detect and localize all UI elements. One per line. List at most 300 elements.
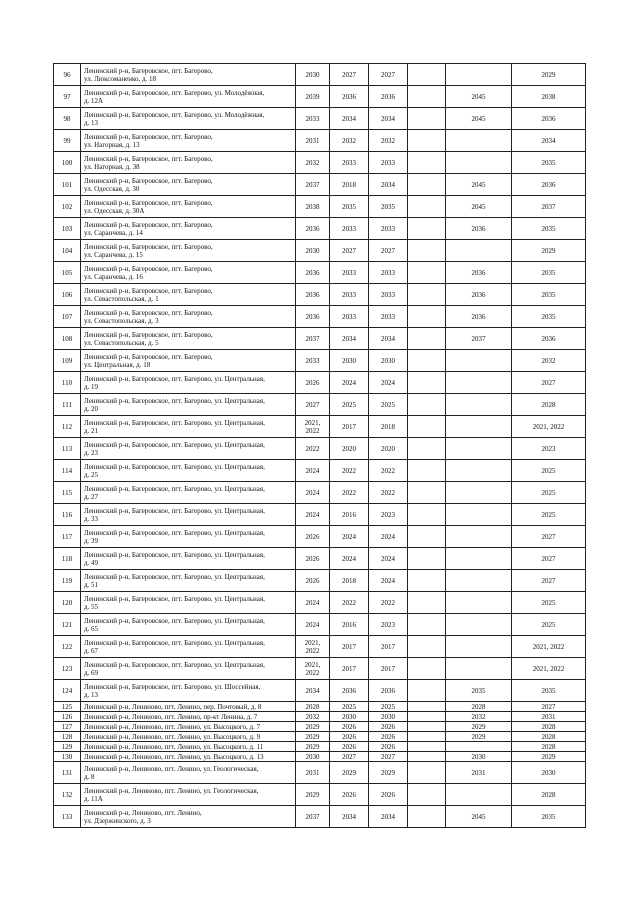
- year-cell-5: [446, 526, 512, 548]
- year-cell-4: [408, 218, 446, 240]
- address-line: д. 23: [84, 448, 99, 457]
- year-cell-5: 2030: [446, 752, 512, 762]
- year-cell-2: 2026: [330, 722, 369, 732]
- year-cell-2: 2033: [330, 284, 369, 306]
- year-cell-5: [446, 350, 512, 372]
- table-row: [54, 482, 586, 504]
- year-cell-2: 2034: [330, 108, 369, 130]
- year-cell-4: [408, 108, 446, 130]
- year-cell-3: 2036: [369, 86, 408, 108]
- table-row: [54, 762, 586, 784]
- address-line: д. 21: [84, 426, 99, 435]
- year-cell-5: [446, 658, 512, 680]
- row-number: 133: [54, 806, 81, 828]
- year-cell-1: 2036: [296, 284, 330, 306]
- year-cell-6: 2036: [512, 108, 586, 130]
- address-cell: [81, 86, 296, 108]
- year-cell-6: 2027: [512, 702, 586, 712]
- year-cell-3: 2024: [369, 526, 408, 548]
- address-cell: [81, 548, 296, 570]
- address-cell: [81, 284, 296, 306]
- address-line: Ленинский р-н, Багеровское, пгт. Багерово,: [84, 176, 213, 185]
- address-line: д. 27: [84, 492, 99, 501]
- year-cell-4: [408, 460, 446, 482]
- table-row: [54, 218, 586, 240]
- address-line: Ленинский р-н, Багеровское, пгт. Багерово,: [84, 132, 213, 141]
- year-cell-5: [446, 570, 512, 592]
- year-cell-3: 2027: [369, 240, 408, 262]
- year-cell-5: [446, 482, 512, 504]
- row-number: 98: [54, 108, 81, 130]
- year-cell-2: 2025: [330, 702, 369, 712]
- year-cell-3: 2026: [369, 732, 408, 742]
- year-cell-2: 2025: [330, 394, 369, 416]
- address-cell: [81, 762, 296, 784]
- table-row: [54, 636, 586, 658]
- address-line: д. 67: [84, 646, 99, 655]
- year-cell-3: 2033: [369, 284, 408, 306]
- year-cell-6: 2035: [512, 262, 586, 284]
- year-cell-5: 2031: [446, 762, 512, 784]
- address-line: Ленинский р-н, Лениново, пгт. Ленино, ул. Высоцкого, д. 11: [84, 742, 264, 751]
- row-number: 120: [54, 592, 81, 614]
- year-cell-3: 2024: [369, 372, 408, 394]
- row-number: 117: [54, 526, 81, 548]
- address-line: ул. Дзержинского, д. 3: [84, 816, 151, 825]
- address-cell: [81, 658, 296, 680]
- row-number: 114: [54, 460, 81, 482]
- address-line: ул. Севастопольская, д. 3: [84, 316, 159, 325]
- year-cell-2: 2020: [330, 438, 369, 460]
- year-cell-6: 2021, 2022: [512, 416, 586, 438]
- year-cell-2: 2018: [330, 570, 369, 592]
- year-cell-3: 2023: [369, 504, 408, 526]
- table-row: [54, 526, 586, 548]
- year-cell-1: 2031: [296, 130, 330, 152]
- address-line: д. 55: [84, 602, 99, 611]
- table-row: [54, 306, 586, 328]
- year-cell-2: 2017: [330, 636, 369, 658]
- address-line: ул. Центральная, д. 18: [84, 360, 151, 369]
- year-cell-1: 2021, 2022: [296, 658, 330, 680]
- year-cell-1: 2032: [296, 712, 330, 722]
- row-number: 102: [54, 196, 81, 218]
- year-cell-5: [446, 548, 512, 570]
- address-cell: [81, 592, 296, 614]
- row-number: 129: [54, 742, 81, 752]
- year-cell-4: [408, 196, 446, 218]
- year-cell-4: [408, 722, 446, 732]
- year-cell-5: 2045: [446, 806, 512, 828]
- row-number: 122: [54, 636, 81, 658]
- row-number: 106: [54, 284, 81, 306]
- year-cell-2: 2033: [330, 152, 369, 174]
- address-line: Ленинский р-н, Багеровское, пгт. Багерово,: [84, 330, 213, 339]
- row-number: 101: [54, 174, 81, 196]
- address-line: Ленинский р-н, Багеровское, пгт. Багерово,: [84, 242, 213, 251]
- table-row: [54, 712, 586, 722]
- year-cell-5: [446, 504, 512, 526]
- year-cell-5: 2036: [446, 218, 512, 240]
- year-cell-4: [408, 152, 446, 174]
- year-cell-4: [408, 262, 446, 284]
- address-cell: [81, 108, 296, 130]
- address-cell: [81, 262, 296, 284]
- year-cell-1: 2029: [296, 784, 330, 806]
- year-cell-1: 2033: [296, 108, 330, 130]
- year-cell-3: 2024: [369, 548, 408, 570]
- year-cell-6: 2037: [512, 196, 586, 218]
- address-line: Ленинский р-н, Лениново, пгт. Ленино, ул. Высоцкого, д. 13: [84, 752, 264, 761]
- address-line: Ленинский р-н, Багеровское, пгт. Багерово, ул. Центральная,: [84, 484, 265, 493]
- year-cell-2: 2027: [330, 752, 369, 762]
- address-cell: [81, 350, 296, 372]
- year-cell-2: 2036: [330, 680, 369, 702]
- row-number: 111: [54, 394, 81, 416]
- year-cell-4: [408, 64, 446, 86]
- table-row: [54, 592, 586, 614]
- year-cell-6: 2021, 2022: [512, 658, 586, 680]
- year-cell-4: [408, 240, 446, 262]
- year-cell-2: 2035: [330, 196, 369, 218]
- row-number: 109: [54, 350, 81, 372]
- year-cell-3: 2020: [369, 438, 408, 460]
- year-cell-6: 2035: [512, 284, 586, 306]
- address-cell: [81, 504, 296, 526]
- address-line: Ленинский р-н, Лениново, пгт. Ленино, ул. Высоцкого, д. 9: [84, 732, 261, 741]
- year-cell-1: 2031: [296, 762, 330, 784]
- table-row: [54, 548, 586, 570]
- address-line: д. 69: [84, 668, 99, 677]
- year-cell-1: 2037: [296, 328, 330, 350]
- row-number: 107: [54, 306, 81, 328]
- year-cell-6: 2034: [512, 130, 586, 152]
- row-number: 130: [54, 752, 81, 762]
- year-cell-4: [408, 372, 446, 394]
- address-cell: [81, 152, 296, 174]
- year-cell-6: 2031: [512, 712, 586, 722]
- year-cell-1: 2022: [296, 438, 330, 460]
- year-cell-1: 2037: [296, 806, 330, 828]
- row-number: 126: [54, 712, 81, 722]
- year-cell-6: 2036: [512, 174, 586, 196]
- year-cell-3: 2018: [369, 416, 408, 438]
- year-cell-3: 2024: [369, 570, 408, 592]
- year-cell-3: 2025: [369, 394, 408, 416]
- year-cell-4: [408, 784, 446, 806]
- year-cell-2: 2027: [330, 240, 369, 262]
- year-cell-1: 2026: [296, 372, 330, 394]
- address-line: Ленинский р-н, Багеровское, пгт. Багерово, ул. Молодёжная,: [84, 88, 265, 97]
- row-number: 119: [54, 570, 81, 592]
- year-cell-4: [408, 284, 446, 306]
- table-row: [54, 806, 586, 828]
- year-cell-1: 2021, 2022: [296, 416, 330, 438]
- year-cell-6: 2028: [512, 784, 586, 806]
- address-line: Ленинский р-н, Багеровское, пгт. Багерово, ул. Центральная,: [84, 638, 265, 647]
- year-cell-6: 2038: [512, 86, 586, 108]
- table-row: [54, 504, 586, 526]
- table-row: [54, 732, 586, 742]
- address-cell: [81, 438, 296, 460]
- year-cell-1: 2026: [296, 526, 330, 548]
- year-cell-6: 2027: [512, 526, 586, 548]
- year-cell-2: 2022: [330, 460, 369, 482]
- year-cell-4: [408, 762, 446, 784]
- year-cell-3: 2034: [369, 108, 408, 130]
- row-number: 115: [54, 482, 81, 504]
- address-line: д. 13: [84, 690, 99, 699]
- table-row: [54, 174, 586, 196]
- year-cell-4: [408, 702, 446, 712]
- year-cell-4: [408, 548, 446, 570]
- row-number: 108: [54, 328, 81, 350]
- year-cell-6: 2023: [512, 438, 586, 460]
- year-cell-1: 2024: [296, 504, 330, 526]
- year-cell-4: [408, 732, 446, 742]
- year-cell-3: 2034: [369, 806, 408, 828]
- address-cell: [81, 784, 296, 806]
- year-cell-6: 2029: [512, 752, 586, 762]
- year-cell-6: 2032: [512, 350, 586, 372]
- year-cell-2: 2016: [330, 504, 369, 526]
- year-cell-2: 2033: [330, 218, 369, 240]
- address-cell: [81, 130, 296, 152]
- year-cell-2: 2017: [330, 416, 369, 438]
- year-cell-1: 2024: [296, 592, 330, 614]
- year-cell-1: 2036: [296, 218, 330, 240]
- row-number: 105: [54, 262, 81, 284]
- year-cell-4: [408, 350, 446, 372]
- year-cell-5: 2045: [446, 86, 512, 108]
- address-line: Ленинский р-н, Багеровское, пгт. Багерово, ул. Молодёжная,: [84, 110, 265, 119]
- year-cell-6: 2028: [512, 722, 586, 732]
- year-cell-5: 2032: [446, 712, 512, 722]
- year-cell-6: 2035: [512, 680, 586, 702]
- housing-repair-schedule-table: [53, 63, 586, 828]
- year-cell-1: 2024: [296, 614, 330, 636]
- year-cell-4: [408, 680, 446, 702]
- address-cell: [81, 372, 296, 394]
- address-line: Ленинский р-н, Лениново, пгт. Ленино, пер. Почтовый, д. 8: [84, 702, 262, 711]
- year-cell-1: 2028: [296, 702, 330, 712]
- address-line: Ленинский р-н, Багеровское, пгт. Багерово, ул. Центральная,: [84, 418, 265, 427]
- row-number: 100: [54, 152, 81, 174]
- year-cell-1: 2036: [296, 306, 330, 328]
- address-line: Ленинский р-н, Багеровское, пгт. Багерово,: [84, 154, 213, 163]
- address-cell: [81, 416, 296, 438]
- year-cell-6: 2035: [512, 806, 586, 828]
- year-cell-1: 2027: [296, 394, 330, 416]
- table-row: [54, 752, 586, 762]
- address-cell: [81, 614, 296, 636]
- address-cell: [81, 712, 296, 722]
- year-cell-4: [408, 806, 446, 828]
- row-number: 103: [54, 218, 81, 240]
- year-cell-6: 2028: [512, 394, 586, 416]
- year-cell-3: 2035: [369, 196, 408, 218]
- row-number: 99: [54, 130, 81, 152]
- year-cell-6: 2027: [512, 548, 586, 570]
- year-cell-4: [408, 504, 446, 526]
- year-cell-5: [446, 416, 512, 438]
- year-cell-4: [408, 636, 446, 658]
- year-cell-5: 2028: [446, 702, 512, 712]
- table-body: [54, 64, 586, 828]
- address-line: ул. Саранчева, д. 16: [84, 272, 143, 281]
- year-cell-3: 2030: [369, 350, 408, 372]
- year-cell-3: 2034: [369, 328, 408, 350]
- row-number: 116: [54, 504, 81, 526]
- year-cell-3: 2023: [369, 614, 408, 636]
- row-number: 124: [54, 680, 81, 702]
- year-cell-5: 2045: [446, 108, 512, 130]
- table-row: [54, 722, 586, 732]
- address-line: д. 11А: [84, 794, 103, 803]
- address-line: Ленинский р-н, Лениново, пгт. Ленино, ул. Геологическая,: [84, 786, 259, 795]
- row-number: 127: [54, 722, 81, 732]
- year-cell-5: [446, 636, 512, 658]
- year-cell-3: 2026: [369, 742, 408, 752]
- table-row: [54, 416, 586, 438]
- row-number: 97: [54, 86, 81, 108]
- year-cell-5: [446, 372, 512, 394]
- year-cell-6: 2035: [512, 152, 586, 174]
- year-cell-4: [408, 712, 446, 722]
- year-cell-3: 2025: [369, 702, 408, 712]
- year-cell-4: [408, 130, 446, 152]
- address-line: Ленинский р-н, Багеровское, пгт. Багерово,: [84, 352, 213, 361]
- year-cell-2: 2030: [330, 712, 369, 722]
- year-cell-1: 2030: [296, 752, 330, 762]
- address-line: д. 65: [84, 624, 99, 633]
- year-cell-3: 2027: [369, 64, 408, 86]
- address-line: ул. Одесская, д. 30: [84, 184, 140, 193]
- address-line: Ленинский р-н, Багеровское, пгт. Багерово,: [84, 286, 213, 295]
- year-cell-4: [408, 570, 446, 592]
- year-cell-3: 2033: [369, 262, 408, 284]
- address-cell: [81, 394, 296, 416]
- year-cell-2: 2026: [330, 732, 369, 742]
- year-cell-5: 2036: [446, 262, 512, 284]
- row-number: 125: [54, 702, 81, 712]
- year-cell-5: 2037: [446, 328, 512, 350]
- year-cell-6: 2035: [512, 218, 586, 240]
- address-line: ул. Севастопольская, д. 1: [84, 294, 159, 303]
- address-cell: [81, 732, 296, 742]
- year-cell-5: [446, 784, 512, 806]
- table-row: [54, 284, 586, 306]
- year-cell-4: [408, 86, 446, 108]
- year-cell-4: [408, 306, 446, 328]
- year-cell-2: 2024: [330, 548, 369, 570]
- year-cell-1: 2024: [296, 482, 330, 504]
- address-cell: [81, 240, 296, 262]
- address-line: д. 25: [84, 470, 99, 479]
- year-cell-5: 2045: [446, 174, 512, 196]
- year-cell-2: 2026: [330, 742, 369, 752]
- year-cell-3: 2033: [369, 152, 408, 174]
- year-cell-2: 2024: [330, 372, 369, 394]
- year-cell-5: 2036: [446, 284, 512, 306]
- year-cell-6: 2025: [512, 460, 586, 482]
- year-cell-3: 2029: [369, 762, 408, 784]
- year-cell-3: 2036: [369, 680, 408, 702]
- address-cell: [81, 218, 296, 240]
- address-line: Ленинский р-н, Багеровское, пгт. Багерово,: [84, 66, 213, 75]
- row-number: 123: [54, 658, 81, 680]
- row-number: 110: [54, 372, 81, 394]
- address-line: Ленинский р-н, Багеровское, пгт. Багерово, ул. Центральная,: [84, 528, 265, 537]
- year-cell-5: 2029: [446, 722, 512, 732]
- year-cell-1: 2026: [296, 570, 330, 592]
- address-cell: [81, 306, 296, 328]
- address-line: Ленинский р-н, Багеровское, пгт. Багерово,: [84, 220, 213, 229]
- table-row: [54, 438, 586, 460]
- year-cell-5: [446, 240, 512, 262]
- address-cell: [81, 702, 296, 712]
- year-cell-5: 2045: [446, 196, 512, 218]
- address-line: ул. Саранчева, д. 14: [84, 228, 143, 237]
- row-number: 121: [54, 614, 81, 636]
- address-line: Ленинский р-н, Багеровское, пгт. Багерово,: [84, 198, 213, 207]
- year-cell-5: [446, 592, 512, 614]
- year-cell-2: 2029: [330, 762, 369, 784]
- year-cell-1: 2030: [296, 64, 330, 86]
- address-line: д. 19: [84, 382, 99, 391]
- year-cell-2: 2034: [330, 806, 369, 828]
- address-line: Ленинский р-н, Багеровское, пгт. Багерово,: [84, 264, 213, 273]
- address-cell: [81, 64, 296, 86]
- row-number: 112: [54, 416, 81, 438]
- year-cell-6: 2029: [512, 64, 586, 86]
- address-line: Ленинский р-н, Багеровское, пгт. Багерово, ул. Центральная,: [84, 660, 265, 669]
- address-line: д. 49: [84, 558, 99, 567]
- year-cell-1: 2032: [296, 152, 330, 174]
- year-cell-6: 2025: [512, 592, 586, 614]
- table-row: [54, 394, 586, 416]
- year-cell-3: 2034: [369, 174, 408, 196]
- year-cell-2: 2024: [330, 526, 369, 548]
- table-row: [54, 614, 586, 636]
- year-cell-3: 2032: [369, 130, 408, 152]
- year-cell-1: 2029: [296, 742, 330, 752]
- year-cell-4: [408, 658, 446, 680]
- table-row: [54, 86, 586, 108]
- address-line: Ленинский р-н, Багеровское, пгт. Багерово, ул. Центральная,: [84, 616, 265, 625]
- year-cell-6: 2030: [512, 762, 586, 784]
- year-cell-5: [446, 152, 512, 174]
- address-line: д. 33: [84, 514, 99, 523]
- year-cell-1: 2037: [296, 174, 330, 196]
- year-cell-6: 2029: [512, 240, 586, 262]
- year-cell-1: 2038: [296, 196, 330, 218]
- year-cell-1: 2034: [296, 680, 330, 702]
- year-cell-2: 2032: [330, 130, 369, 152]
- year-cell-3: 2017: [369, 658, 408, 680]
- address-cell: [81, 636, 296, 658]
- year-cell-6: 2025: [512, 482, 586, 504]
- address-cell: [81, 570, 296, 592]
- year-cell-3: 2026: [369, 722, 408, 732]
- year-cell-4: [408, 394, 446, 416]
- year-cell-3: 2022: [369, 592, 408, 614]
- year-cell-6: 2036: [512, 328, 586, 350]
- address-cell: [81, 328, 296, 350]
- address-cell: [81, 806, 296, 828]
- year-cell-3: 2017: [369, 636, 408, 658]
- year-cell-4: [408, 416, 446, 438]
